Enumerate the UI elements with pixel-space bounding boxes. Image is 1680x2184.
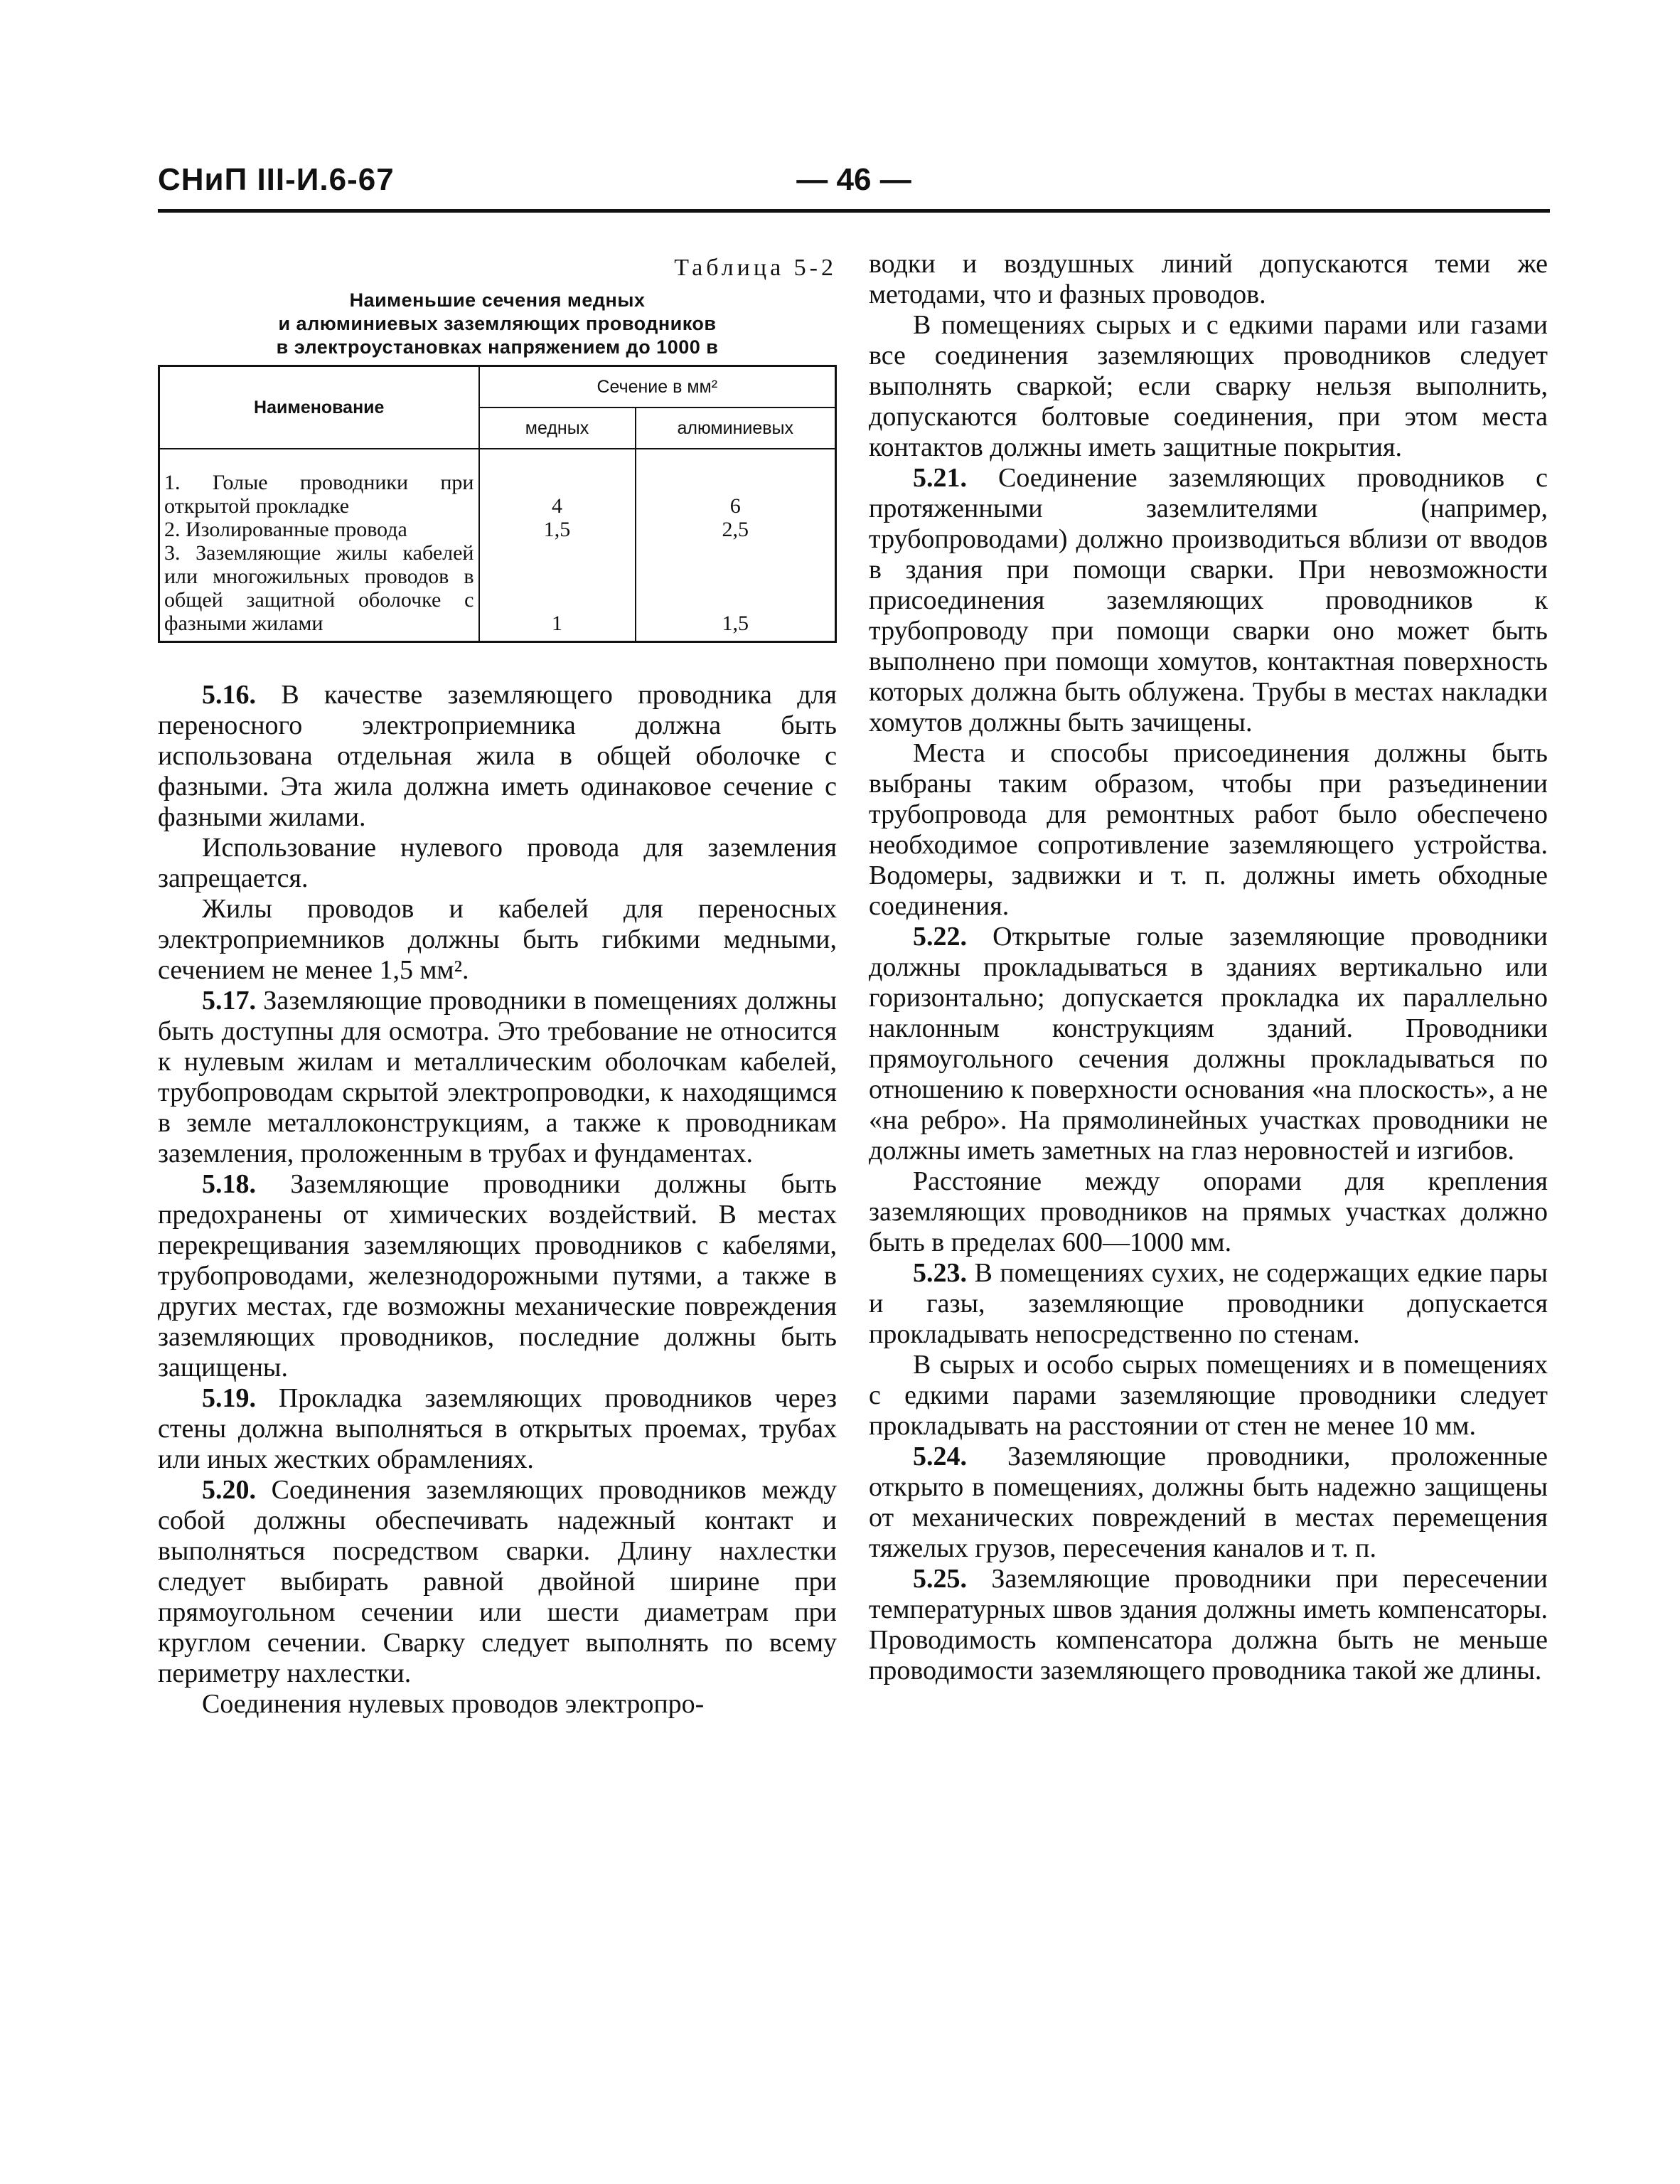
paragraph bbox=[158, 833, 837, 894]
paragraph-number: 5.17. bbox=[202, 986, 256, 1016]
paragraph-5-19 bbox=[158, 1383, 837, 1475]
paragraph-number: 5.19. bbox=[202, 1383, 256, 1413]
paragraph-number: 5.23. bbox=[913, 1258, 967, 1288]
paragraph-text: Жилы проводов и кабелей для переносных электроприемников должны быть гибкими медными, сечением не менее 1,5 мм². bbox=[158, 894, 837, 985]
table-title-line: Наименьшие сечения медных bbox=[349, 289, 646, 311]
paragraph-text: Заземляющие проводники в помещениях должны быть доступны для осмотра. Это требование не относится к нулевым жилам и металлическим оболочкам кабелей, трубопроводам скрытой электропроводки, к находящимся в земле металлоконструкциям, а также к проводникам заземления, проложенным в трубах и фундаментах. bbox=[158, 986, 837, 1168]
row-aluminum: 1,5 bbox=[636, 541, 836, 642]
paragraph bbox=[869, 1166, 1548, 1258]
document-code: СНиП III-И.6-67 bbox=[158, 162, 395, 197]
paragraph-5-17 bbox=[158, 986, 837, 1169]
column-header-copper: медных bbox=[479, 407, 636, 449]
paragraph bbox=[869, 1350, 1548, 1442]
paragraph bbox=[158, 894, 837, 986]
paragraph-5-24 bbox=[869, 1442, 1548, 1564]
row-copper: 4 bbox=[479, 471, 636, 518]
row-name: 3. Заземляющие жилы кабелей или многожильных проводов в общей защитной оболочке с фазными жилами bbox=[159, 541, 479, 642]
paragraph bbox=[869, 738, 1548, 922]
left-column bbox=[158, 249, 837, 1720]
row-copper: 1 bbox=[479, 541, 636, 642]
paragraph-text: Соединения заземляющих проводников между собой должны обеспечивать надежный контакт и выполняться посредством сварки. Длину нахлестки следует выбирать равной двойной ширине при прямоугольном сечении или шести диаметрам при круглом сечении. Сварку следует выполнять по всему периметру нахлестки. bbox=[158, 1475, 837, 1688]
table-title bbox=[158, 289, 837, 359]
paragraph-5-25 bbox=[869, 1564, 1548, 1686]
paragraph-5-20 bbox=[158, 1475, 837, 1689]
table-row bbox=[159, 541, 836, 642]
paragraph-number: 5.18. bbox=[202, 1169, 256, 1199]
table-spacer-row bbox=[159, 449, 836, 471]
right-column bbox=[869, 249, 1548, 1686]
paragraph-number: 5.25. bbox=[913, 1564, 967, 1594]
paragraph-text: водки и воздушных линий допускаются теми же методами, что и фазных проводов. bbox=[869, 249, 1548, 309]
paragraph-text: Заземляющие проводники должны быть предохранены от химических воздействий. В местах перекрещивания заземляющих проводников с кабелями, трубопроводами, железнодорожными путями, а также в других местах, где возможны механические повреждения заземляющих проводников, последние должны быть защищены. bbox=[158, 1169, 837, 1383]
paragraph-5-21 bbox=[869, 463, 1548, 738]
column-header-aluminum: алюминиевых bbox=[636, 407, 836, 449]
paragraph-5-23 bbox=[869, 1258, 1548, 1350]
table-title-line: и алюминиевых заземляющих проводников bbox=[278, 313, 717, 334]
row-aluminum: 2,5 bbox=[636, 518, 836, 541]
column-header-section: Сечение в мм² bbox=[479, 366, 836, 408]
paragraph-number: 5.20. bbox=[202, 1475, 256, 1505]
paragraph-number: 5.22. bbox=[913, 922, 967, 952]
paragraph bbox=[869, 310, 1548, 463]
row-name: 1. Голые проводники при открытой прокладке bbox=[159, 471, 479, 518]
page-number: — 46 — bbox=[796, 162, 911, 197]
paragraph-text: Места и способы присоединения должны быть выбраны таким образом, чтобы при разъединении трубопровода для ремонтных работ было обеспечено необходимое сопротивление заземляющего устройства. Водомеры, задвижки и т. п. должны иметь обходные соединения. bbox=[869, 738, 1548, 921]
paragraph-text: Открытые голые заземляющие проводники должны прокладываться в зданиях вертикально или горизонтально; допускается прокладка их параллельно наклонным конструкциям зданий. Проводники прямоугольного сечения должны прокладываться по отношению к поверхности основания «на плоскость», а не «на ребро». На прямолинейных участках проводники не должны иметь заметных на глаз неровностей и изгибов. bbox=[869, 922, 1548, 1166]
paragraph-text: Прокладка заземляющих проводников через стены должна выполняться в открытых проемах, трубах или иных жестких обрамлениях. bbox=[158, 1383, 837, 1474]
paragraph-text: Заземляющие проводники при пересечении температурных швов здания должны иметь компенсаторы. Проводимость компенсатора должна быть не меньше проводимости заземляющего проводника такой же длины. bbox=[869, 1564, 1548, 1685]
paragraph-continued bbox=[869, 249, 1548, 310]
paragraph-text: В помещениях сухих, не содержащих едкие пары и газы, заземляющие проводники допускается прокладывать непосредственно по стенам. bbox=[869, 1258, 1548, 1349]
row-name: 2. Изолированные провода bbox=[159, 518, 479, 541]
paragraph-text: Заземляющие проводники, проложенные открыто в помещениях, должны быть надежно защищены от механических повреждений в местах перемещения тяжелых грузов, пересечения каналов и т. п. bbox=[869, 1442, 1548, 1563]
paragraph-text: Расстояние между опорами для крепления заземляющих проводников на прямых участках должно быть в пределах 600—1000 мм. bbox=[869, 1166, 1548, 1257]
table-header-row bbox=[159, 366, 836, 408]
sections-table bbox=[158, 365, 837, 643]
paragraph-number: 5.24. bbox=[913, 1442, 967, 1471]
paragraph bbox=[158, 1689, 837, 1720]
table-row bbox=[159, 518, 836, 541]
paragraph-number: 5.16. bbox=[202, 680, 256, 710]
paragraph-text: В сырых и особо сырых помещениях и в помещениях с едкими парами заземляющие проводники следует прокладывать на расстоянии от стен не менее 10 мм. bbox=[869, 1350, 1548, 1441]
paragraph-text: Соединение заземляющих проводников с протяженными заземлителями (например, трубопроводами) должно производиться вблизи от вводов в здания при помощи сварки. При невозможности присоединения заземляющих проводников к трубопроводу при помощи сварки оно может быть выполнено при помощи хомутов, контактная поверхность которых должна быть облужена. Трубы в местах накладки хомутов должны быть зачищены. bbox=[869, 463, 1548, 737]
paragraph-5-18 bbox=[158, 1169, 837, 1383]
table-caption: Таблица 5-2 bbox=[674, 255, 837, 281]
paragraph-text: Соединения нулевых проводов электропро- bbox=[202, 1689, 705, 1719]
paragraph-5-16 bbox=[158, 680, 837, 833]
paragraph-text: В помещениях сырых и с едкими парами или газами все соединения заземляющих проводников следует выполнять сваркой; если сварку нельзя выполнить, допускаются болтовые соединения, при этом места контактов должны иметь защитные покрытия. bbox=[869, 310, 1548, 462]
table-row bbox=[159, 471, 836, 518]
table-title-line: в электроустановках напряжением до 1000 в bbox=[276, 336, 719, 358]
page-header bbox=[158, 162, 1550, 212]
row-aluminum: 6 bbox=[636, 471, 836, 518]
paragraph-text: Использование нулевого провода для заземления запрещается. bbox=[158, 833, 837, 893]
row-copper: 1,5 bbox=[479, 518, 636, 541]
paragraph-5-22 bbox=[869, 922, 1548, 1166]
header-rule bbox=[158, 209, 1550, 213]
paragraph-number: 5.21. bbox=[913, 463, 967, 493]
column-header-name: Наименование bbox=[159, 366, 479, 449]
paragraph-text: В качестве заземляющего проводника для переносного электроприемника должна быть использована отдельная жила в общей оболочке с фазными. Эта жила должна иметь одинаковое сечение с фазными жилами. bbox=[158, 680, 838, 832]
